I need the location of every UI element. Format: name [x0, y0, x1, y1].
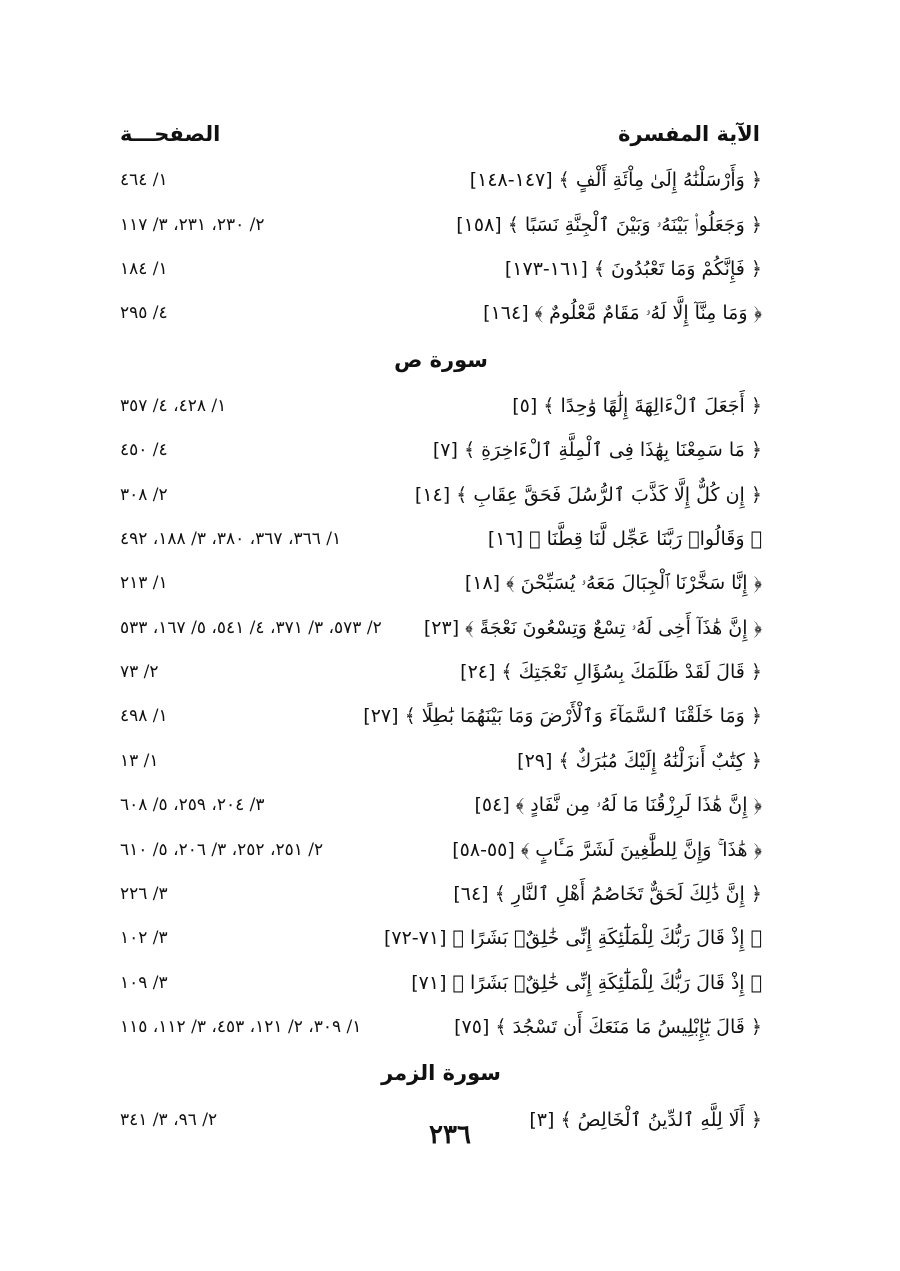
- verse-citation: ﴿ مَا سَمِعْنَا بِهَٰذَا فِى ٱلْمِلَّةِ ٱلْءَاخِرَةِ ﴾ [٧]: [432, 439, 762, 462]
- page-reference: ١/ ٤٢٨، ٤/ ٣٥٧: [120, 395, 227, 416]
- column-header-row: [120, 118, 760, 150]
- page-reference: ٢/ ٧٣: [120, 662, 159, 683]
- page-reference: ١/ ٣٠٩، ٢/ ١٢١، ٤٥٣، ٣/ ١١٢، ١١٥: [120, 1017, 362, 1038]
- index-entry-row: [120, 247, 762, 291]
- page-reference: ٢/ ٩٦، ٣/ ٣٤١: [120, 1109, 218, 1130]
- index-entry-row: [120, 783, 762, 827]
- verse-citation: ﴿ أَجَعَلَ ٱلْءَالِهَةَ إِلَٰهًا وَٰحِدًا ﴾ [٥]: [512, 394, 762, 417]
- verse-citation: ﴿ إِنَّ هَٰذَا لَرِزْقُنَا مَا لَهُۥ مِن نَّفَادٍ ﴾ [٥٤]: [474, 794, 762, 817]
- page-reference: ٢/ ٣٠٨: [120, 484, 168, 505]
- page-reference: ١/ ٤٦٤: [120, 170, 168, 191]
- page-reference: ٣/ ١٠٩: [120, 972, 168, 993]
- index-entry-row: [120, 916, 762, 960]
- page-reference: ٣/ ٢٠٤، ٢٥٩، ٥/ ٦٠٨: [120, 795, 265, 816]
- page-reference: ٢/ ٢٥١، ٢٥٢، ٣/ ٢٠٦، ٥/ ٦١٠: [120, 839, 324, 860]
- index-entry-row: [120, 650, 762, 694]
- verse-citation: ﴿ إِنَّ هَٰذَآ أَخِى لَهُۥ تِسْعٌ وَتِسْعُونَ نَعْجَةً ﴾ [٢٣]: [423, 616, 762, 639]
- page-reference: ١/ ٤٩٨: [120, 706, 168, 727]
- index-entries: [120, 158, 762, 1142]
- verse-citation: ﴿ قَالَ يَٰٓإِبْلِيسُ مَا مَنَعَكَ أَن تَسْجُدَ ﴾ [٧٥]: [454, 1016, 762, 1039]
- verse-citation: ﴿ وَقَالُوا۟ رَبَّنَا عَجِّل لَّنَا قِطَّنَا ﴾ [١٦]: [487, 527, 762, 550]
- index-entry-row: [120, 961, 762, 1005]
- verse-citation: ﴿ وَجَعَلُوا۟ بَيْنَهُۥ وَبَيْنَ ٱلْجِنَّةِ نَسَبًا ﴾ [١٥٨]: [456, 213, 762, 236]
- page-reference: ١/ ١٨٤: [120, 258, 168, 279]
- index-entry-row: [120, 694, 762, 738]
- index-entry-row: [120, 739, 762, 783]
- page-number: ٢٣٦: [429, 1120, 471, 1150]
- index-entry-row: [120, 384, 762, 428]
- index-entry-row: [120, 158, 762, 202]
- index-entry-row: [120, 606, 762, 650]
- verse-column-header: الآية المفسرة: [618, 122, 760, 146]
- verse-citation: ﴿ قَالَ لَقَدْ ظَلَمَكَ بِسُؤَالِ نَعْجَتِكَ ﴾ [٢٤]: [460, 661, 762, 684]
- page-reference: ٤/ ٢٩٥: [120, 303, 168, 324]
- page-reference: ٣/ ٢٢٦: [120, 884, 168, 905]
- surah-title: سورة الزمر: [381, 1061, 501, 1086]
- surah-title: سورة ص: [394, 347, 488, 372]
- verse-citation: ﴿ إِن كُلٌّ إِلَّا كَذَّبَ ٱلرُّسُلَ فَحَقَّ عِقَابِ ﴾ [١٤]: [414, 483, 762, 506]
- page-reference: ٤/ ٤٥٠: [120, 440, 168, 461]
- verse-citation: ﴿ إِنَّ ذَٰلِكَ لَحَقٌّ تَخَاصُمُ أَهْلِ ٱلنَّارِ ﴾ [٦٤]: [453, 883, 762, 906]
- index-entry-row: [120, 472, 762, 516]
- page-reference: ٣/ ١٠٢: [120, 928, 168, 949]
- verse-citation: ﴿ وَأَرْسَلْنَٰهُ إِلَىٰ مِاْئَةِ أَلْفٍ ﴾ [١٤٧-١٤٨]: [469, 169, 762, 192]
- verse-citation: ﴿ إِنَّا سَخَّرْنَا ٱلْجِبَالَ مَعَهُۥ يُسَبِّحْنَ ﴾ [١٨]: [464, 572, 762, 595]
- verse-citation: ﴿ فَإِنَّكُمْ وَمَا تَعْبُدُونَ ﴾ [١٦١-١٧٣]: [504, 257, 762, 280]
- index-entry-row: [120, 827, 762, 871]
- index-entry-row: [120, 291, 762, 335]
- page-column-header: الصفحـــة: [120, 122, 221, 146]
- verse-citation: ﴿ كِتَٰبٌ أَنزَلْنَٰهُ إِلَيْكَ مُبَٰرَكٌ ﴾ [٢٩]: [517, 749, 762, 772]
- index-entry-row: [120, 202, 762, 246]
- page-reference: ٢/ ٢٣٠، ٢٣١، ٣/ ١١٧: [120, 214, 265, 235]
- page-reference: ١/ ١٣: [120, 750, 159, 771]
- verse-citation: ﴿ وَمَا مِنَّآ إِلَّا لَهُۥ مَقَامٌ مَّعْلُومٌ ﴾ [١٦٤]: [483, 302, 762, 325]
- verse-citation: ﴿ وَمَا خَلَقْنَا ٱلسَّمَآءَ وَٱلْأَرْضَ وَمَا بَيْنَهُمَا بَٰطِلًا ﴾ [٢٧]: [363, 705, 762, 728]
- verse-citation: ﴿ هَٰذَا ۚ وَإِنَّ لِلطَّٰغِينَ لَشَرَّ مَـَٔابٍ ﴾ [٥٥-٥٨]: [452, 838, 762, 861]
- page-reference: ٢/ ٥٧٣، ٣/ ٣٧١، ٤/ ٥٤١، ٥/ ١٦٧، ٥٣٣: [120, 617, 382, 638]
- index-entry-row: [120, 872, 762, 916]
- page-reference: ١/ ٢١٣: [120, 573, 168, 594]
- index-entry-row: [120, 428, 762, 472]
- index-entry-row: [120, 561, 762, 605]
- index-entry-row: [120, 517, 762, 561]
- verse-citation: ﴿ أَلَا لِلَّهِ ٱلدِّينُ ٱلْخَالِصُ ﴾ [٣]: [529, 1108, 762, 1131]
- page-reference: ١/ ٣٦٦، ٣٦٧، ٣٨٠، ٣/ ١٨٨، ٤٩٢: [120, 528, 342, 549]
- index-entry-row: [120, 1005, 762, 1049]
- verse-citation: ﴿ إِذْ قَالَ رَبُّكَ لِلْمَلَٰٓئِكَةِ إِنِّى خَٰلِقٌۢ بَشَرًا ﴾ [٧١]: [411, 971, 762, 994]
- verse-citation: ﴿ إِذْ قَالَ رَبُّكَ لِلْمَلَٰٓئِكَةِ إِنِّى خَٰلِقٌۢ بَشَرًا ﴾ [٧١-٧٢]: [383, 927, 762, 950]
